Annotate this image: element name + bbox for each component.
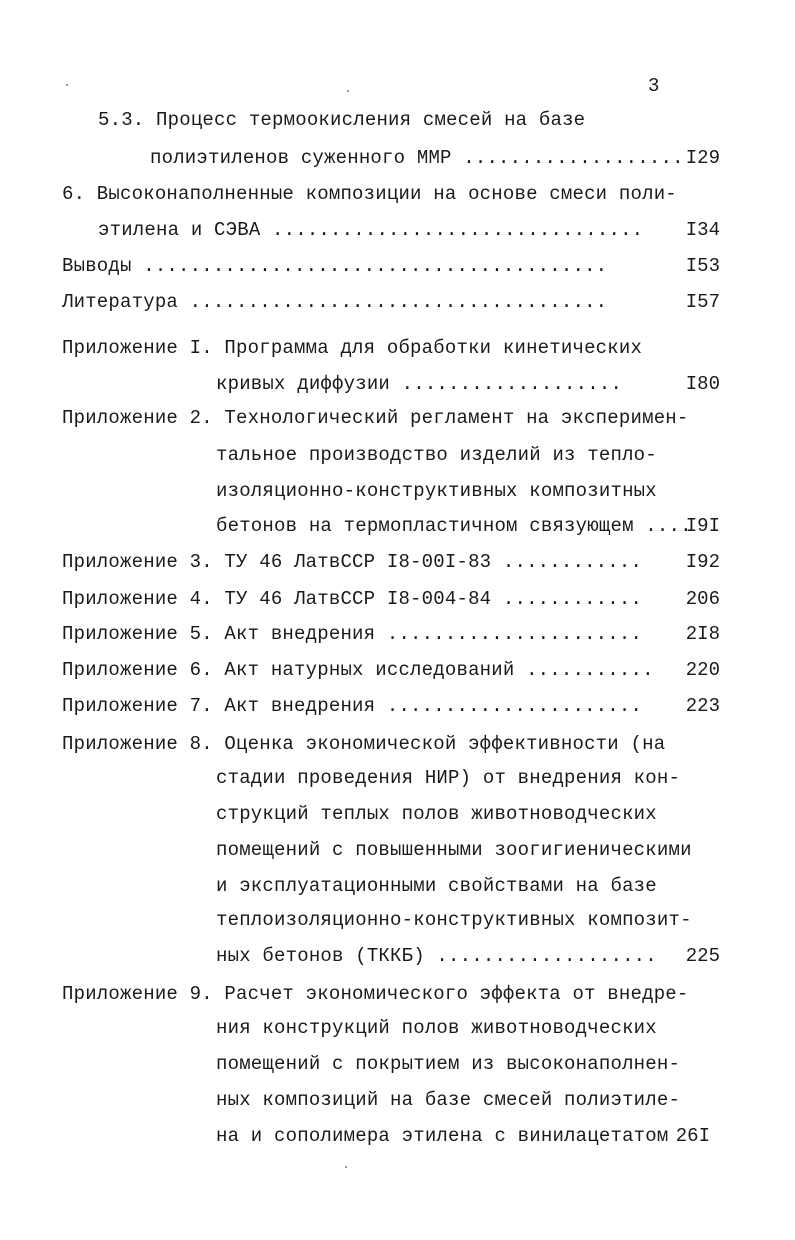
toc-page-number: 225 (685, 945, 720, 967)
toc-entry-line: 6. Высоконаполненные композиции на основе смеси поли- (62, 183, 677, 205)
toc-entry-line: Приложение 5. Акт внедрения ...................... (62, 623, 643, 645)
toc-entry-line: помещений с повышенными зоогигиеническими (216, 839, 692, 861)
toc-entry-line: Приложение 2. Технологический регламент на эксперимен- (62, 407, 689, 429)
toc-entry-line: ных бетонов (ТККБ) ................... (216, 945, 657, 967)
toc-entry-line: полиэтиленов суженного ММР ................... (150, 147, 684, 169)
toc-entry-line: теплоизоляционно-конструктивных композит- (216, 909, 692, 931)
toc-entry-line: бетонов на термопластичном связующем .... (216, 515, 692, 537)
toc-entry-line: Выводы ........................................ (62, 255, 608, 277)
toc-entry-line: Приложение 7. Акт внедрения ...................... (62, 695, 643, 717)
toc-page-number: I80 (685, 373, 720, 395)
toc-entry-line: Приложение I. Программа для обработки кинетических (62, 337, 643, 359)
scan-speck (347, 90, 349, 92)
toc-page-number: 206 (685, 588, 720, 610)
toc-entry-line: помещений с покрытием из высоконаполнен- (216, 1053, 681, 1075)
toc-page-number: I29 (685, 147, 720, 169)
toc-entry-line: этилена и СЭВА ................................ (98, 219, 644, 241)
toc-entry-line: Приложение 8. Оценка экономической эффективности (на (62, 733, 666, 755)
toc-entry-line: на и сополимера этилена с винилацетатом (216, 1125, 669, 1147)
scan-speck (66, 84, 68, 86)
toc-entry-line: Приложение 9. Расчет экономического эффекта от внедре- (62, 983, 689, 1005)
toc-entry-line: Приложение 3. ТУ 46 ЛатвССР I8-00I-83 ............ (62, 551, 643, 573)
toc-page-number: 220 (685, 659, 720, 681)
toc-entry-line: струкций теплых полов животноводческих (216, 803, 657, 825)
page-number: 3 (648, 75, 660, 97)
toc-entry-line: Приложение 4. ТУ 46 ЛатвССР I8-004-84 ............ (62, 588, 643, 610)
scan-speck (345, 1166, 347, 1168)
toc-entry-line: ния конструкций полов животноводческих (216, 1017, 657, 1039)
toc-entry-line: ных композиций на базе смесей полиэтиле- (216, 1089, 681, 1111)
toc-page-number: I57 (685, 291, 720, 313)
toc-entry-line: стадии проведения НИР) от внедрения кон- (216, 767, 681, 789)
toc-entry-line: тальное производство изделий из тепло- (216, 444, 657, 466)
toc-entry-line: кривых диффузии ................... (216, 373, 623, 395)
toc-entry-line: Литература .................................... (62, 291, 608, 313)
toc-page-number: I34 (685, 219, 720, 241)
toc-entry-line: и эксплуатационными свойствами на базе (216, 875, 657, 897)
toc-entry-line: 5.3. Процесс термоокисления смесей на базе (98, 109, 586, 131)
toc-entry-line: изоляционно-конструктивных композитных (216, 480, 657, 502)
toc-page-number: I53 (685, 255, 720, 277)
toc-page-number: I9I (685, 515, 720, 537)
toc-page-number: 223 (685, 695, 720, 717)
toc-page-number: 26I (675, 1125, 710, 1147)
toc-page-number: I92 (685, 551, 720, 573)
toc-entry-line: Приложение 6. Акт натурных исследований ........... (62, 659, 654, 681)
toc-page-number: 2I8 (685, 623, 720, 645)
